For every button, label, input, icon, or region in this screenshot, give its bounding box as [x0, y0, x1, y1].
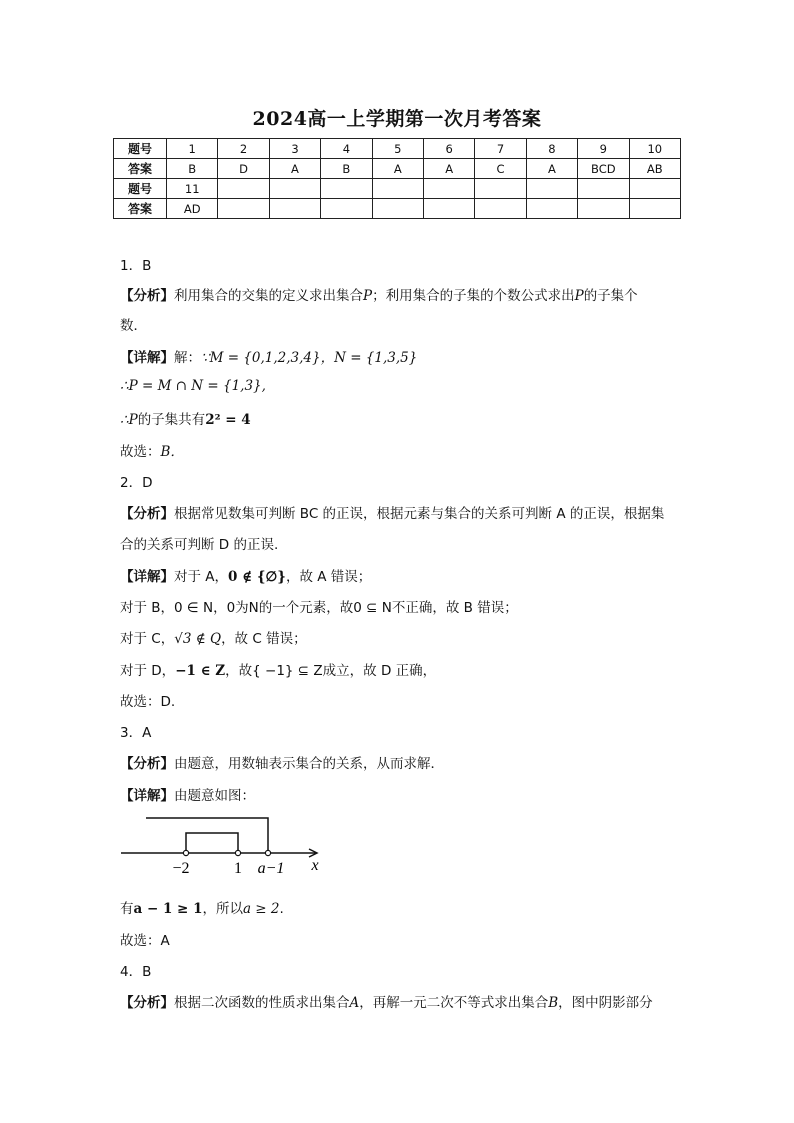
- table-cell: A: [526, 159, 577, 179]
- step-text: ，所以: [202, 901, 243, 917]
- option-text: ，故{ −1} ⊆ Z成立，故 D 正确，: [225, 663, 437, 679]
- table-cell: 10: [629, 139, 680, 159]
- table-cell: B: [321, 159, 372, 179]
- q2-detail: [120, 565, 371, 585]
- table-cell: 4: [321, 139, 372, 159]
- table-cell: 8: [526, 139, 577, 159]
- analysis-text: ，再解一元二次不等式求出集合: [359, 995, 549, 1011]
- table-cell: 5: [372, 139, 423, 159]
- q4-analysis: [120, 991, 653, 1011]
- table-row: [114, 179, 681, 199]
- analysis-text: ，图中阴影部分: [558, 995, 653, 1011]
- option-text: 对于 D，: [120, 663, 176, 679]
- table-cell: [372, 199, 423, 219]
- table-cell: A: [423, 159, 474, 179]
- table-cell: [321, 179, 372, 199]
- math-var: P: [363, 288, 373, 304]
- table-cell: C: [475, 159, 526, 179]
- step-text: 的子集共有: [137, 412, 206, 428]
- question-1-heading: 1．B: [120, 258, 152, 274]
- table-cell: A: [269, 159, 320, 179]
- outer-set-bracket: [146, 818, 268, 853]
- table-cell: [372, 179, 423, 199]
- label-a-minus-1: a−1: [257, 860, 285, 877]
- step-text: 有: [120, 901, 134, 917]
- table-cell: AD: [167, 199, 218, 219]
- table-cell: [526, 199, 577, 219]
- q1-step-3: [120, 408, 251, 428]
- table-cell: 1: [167, 139, 218, 159]
- math-expression: −1 ∈ Z: [175, 663, 226, 679]
- row-header: 答案: [114, 199, 167, 219]
- table-cell: [629, 179, 680, 199]
- table-cell: [629, 199, 680, 219]
- question-2-heading: 2．D: [120, 475, 153, 491]
- q2-option-c: [120, 627, 307, 647]
- table-cell: BCD: [578, 159, 629, 179]
- step-text: .: [279, 901, 284, 917]
- table-cell: [218, 179, 269, 199]
- detail-tag: 【详解】: [120, 350, 174, 366]
- label-x: x: [311, 857, 319, 874]
- point-marker: [265, 850, 270, 855]
- table-cell: 11: [167, 179, 218, 199]
- table-cell: 3: [269, 139, 320, 159]
- row-header: 题号: [114, 139, 167, 159]
- table-row: [114, 199, 681, 219]
- q2-option-d: [120, 659, 436, 679]
- table-cell: [218, 199, 269, 219]
- math-var: B: [548, 995, 559, 1011]
- label-1: 1: [234, 860, 242, 877]
- table-row: [114, 159, 681, 179]
- detail-tag: 【详解】: [120, 569, 174, 585]
- table-row: [114, 139, 681, 159]
- math-var: P: [574, 288, 584, 304]
- table-cell: B: [167, 159, 218, 179]
- math-var: A: [349, 995, 360, 1011]
- math-expression: √3 ∉ Q: [174, 631, 222, 647]
- detail-text: 由题意如图：: [174, 788, 255, 804]
- q1-step-2: ∴P = M ∩ N = {1,3},: [120, 378, 266, 394]
- q1-detail: [120, 346, 417, 366]
- table-cell: [578, 199, 629, 219]
- q3-analysis: [120, 752, 444, 772]
- analysis-tag: 【分析】: [120, 288, 174, 304]
- analysis-text: 由题意，用数轴表示集合的关系，从而求解．: [174, 756, 444, 772]
- detail-text: 对于 A，: [174, 569, 229, 585]
- math-expression: a − 1 ≥ 1: [133, 901, 203, 917]
- table-cell: [475, 179, 526, 199]
- q3-conclusion: [120, 897, 284, 917]
- question-4-heading: 4．B: [120, 964, 152, 980]
- analysis-tag: 【分析】: [120, 506, 174, 522]
- option-text: ，故 C 错误；: [221, 631, 307, 647]
- table-cell: A: [372, 159, 423, 179]
- q2-answer: 故选：D.: [120, 694, 176, 710]
- table-cell: 2: [218, 139, 269, 159]
- table-cell: AB: [629, 159, 680, 179]
- table-cell: [269, 179, 320, 199]
- q1-analysis-cont: 数．: [120, 318, 147, 334]
- math-expression: ∴P: [120, 412, 138, 428]
- point-marker: [183, 850, 188, 855]
- answer-text: 故选：: [120, 444, 161, 460]
- detail-text: ，故 A 错误；: [285, 569, 372, 585]
- number-line-figure: [118, 812, 328, 878]
- q1-analysis: [120, 284, 638, 304]
- answer-table: [113, 138, 681, 219]
- analysis-tag: 【分析】: [120, 995, 174, 1011]
- analysis-tag: 【分析】: [120, 756, 174, 772]
- table-cell: [423, 179, 474, 199]
- q2-analysis: [120, 502, 664, 522]
- analysis-text: 的子集个: [583, 288, 638, 304]
- math-expression: B．: [160, 444, 184, 460]
- analysis-text: 根据常见数集可判断 BC 的正误，根据元素与集合的关系可判断 A 的正误，根据集: [174, 506, 665, 522]
- inner-set-bracket: [186, 833, 238, 853]
- table-cell: 9: [578, 139, 629, 159]
- analysis-text: 根据二次函数的性质求出集合: [174, 995, 350, 1011]
- math-expression: 0 ∉ {∅}: [228, 569, 286, 585]
- detail-text: 解：: [174, 350, 201, 366]
- table-cell: 7: [475, 139, 526, 159]
- table-cell: [269, 199, 320, 219]
- analysis-text: ；利用集合的子集的个数公式求出: [372, 288, 575, 304]
- q3-answer: 故选：A: [120, 933, 170, 949]
- row-header: 题号: [114, 179, 167, 199]
- detail-tag: 【详解】: [120, 788, 174, 804]
- table-cell: [321, 199, 372, 219]
- table-cell: [578, 179, 629, 199]
- analysis-text: 利用集合的交集的定义求出集合: [174, 288, 363, 304]
- table-cell: [475, 199, 526, 219]
- point-marker: [235, 850, 240, 855]
- math-expression: a ≥ 2: [242, 901, 280, 917]
- table-cell: D: [218, 159, 269, 179]
- label-neg2: −2: [172, 860, 190, 877]
- q3-detail: [120, 784, 255, 804]
- math-expression: 2² = 4: [205, 412, 251, 428]
- table-cell: 6: [423, 139, 474, 159]
- table-cell: [423, 199, 474, 219]
- row-header: 答案: [114, 159, 167, 179]
- table-cell: [526, 179, 577, 199]
- q1-answer: [120, 440, 184, 460]
- question-3-heading: 3．A: [120, 725, 152, 741]
- q2-option-b: 对于 B，0 ∈ N，0为N的一个元素，故0 ⊆ N不正确，故 B 错误；: [120, 600, 518, 616]
- math-expression: ∵M = {0,1,2,3,4}，N = {1,3,5}: [201, 350, 418, 366]
- option-text: 对于 C，: [120, 631, 175, 647]
- q2-analysis-cont: 合的关系可判断 D 的正误.: [120, 537, 279, 553]
- page-title: 2024高一上学期第一次月考答案: [252, 108, 542, 130]
